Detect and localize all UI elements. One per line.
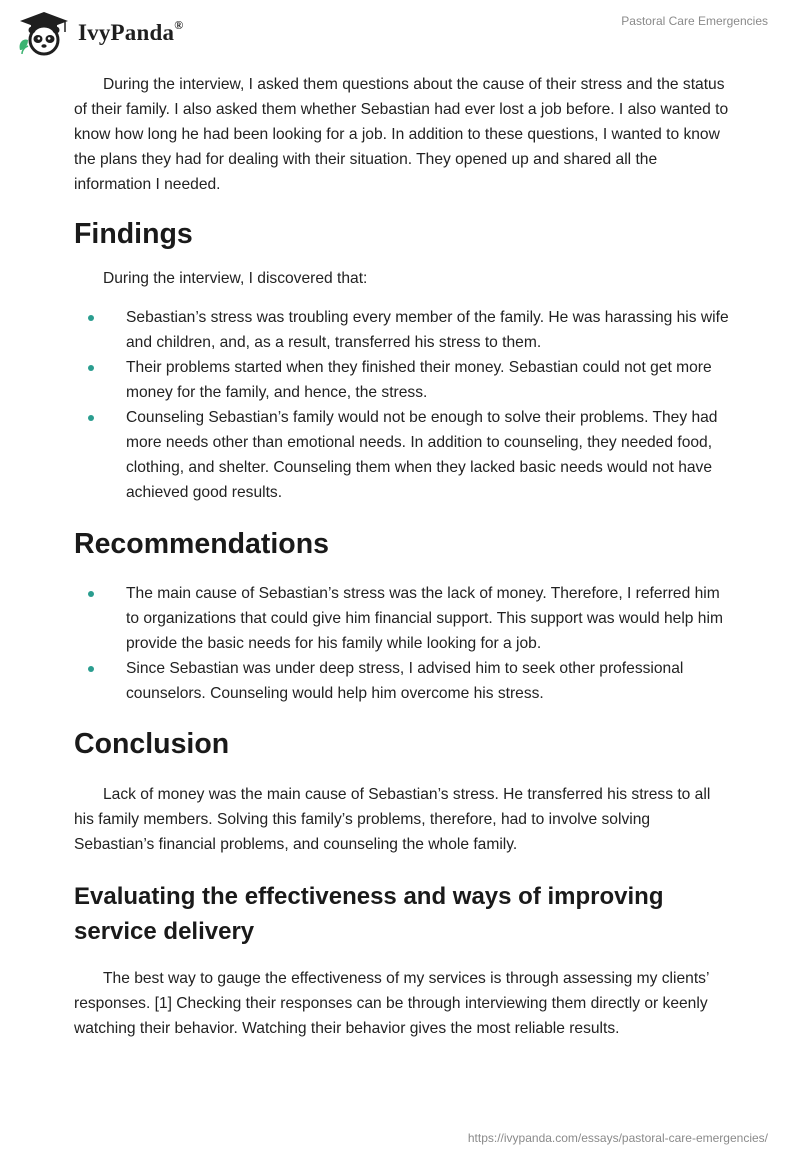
findings-list xyxy=(74,305,734,505)
brand-name: IvyPanda® xyxy=(78,18,184,45)
document-title: Pastoral Care Emergencies xyxy=(621,14,768,28)
source-url-link[interactable]: https://ivypanda.com/essays/pastoral-care-emergencies/ xyxy=(467,1131,768,1145)
recommendations-list xyxy=(74,581,734,706)
findings-lead: During the interview, I discovered that: xyxy=(103,270,368,287)
panda-graduate-icon xyxy=(16,10,72,56)
evaluation-heading: Evaluating the effectiveness and ways of improving service delivery xyxy=(74,883,664,945)
findings-heading: Findings xyxy=(74,218,193,250)
intro-paragraph: During the interview, I asked them questions about the cause of their stress and the status of their family. I also asked them whether Sebastian had ever lost a job before. I also wanted to know how long he had been looking for a job. In addition to these questions, I wanted to know the plans they had for dealing with their situation. They opened up and shared all the information I needed. xyxy=(74,76,729,193)
list-item: Their problems started when they finished their money. Sebastian could not get more money for the family, and hence, the stress. xyxy=(74,355,734,405)
bullet-icon xyxy=(88,666,94,672)
bullet-icon xyxy=(88,415,94,421)
list-item: Sebastian’s stress was troubling every member of the family. He was harassing his wife and children, and, as a result, transferred his stress to them. xyxy=(74,305,734,355)
bullet-icon xyxy=(88,365,94,371)
bullet-icon xyxy=(88,591,94,597)
bullet-icon xyxy=(88,315,94,321)
list-item: Counseling Sebastian’s family would not be enough to solve their problems. They had more needs other than emotional needs. In addition to counseling, they needed food, clothing, and shelter. Counseling them when they lacked basic needs would not have achieved good results. xyxy=(74,405,734,505)
ivypanda-logo[interactable] xyxy=(16,10,183,56)
list-item: The main cause of Sebastian’s stress was the lack of money. Therefore, I referred him to organizations that could give him financial support. This support was would help him provide the basic needs for his family while looking for a job. xyxy=(74,581,734,656)
conclusion-heading: Conclusion xyxy=(74,728,230,760)
evaluation-paragraph: The best way to gauge the effectiveness of my services is through assessing my clients’ responses. [1] Checking their responses can be through interviewing them directly or keenly watching their behavior. Watching their behavior gives the most reliable results. xyxy=(74,970,709,1037)
list-item: Since Sebastian was under deep stress, I advised him to seek other professional counselors. Counseling would help him overcome his stress. xyxy=(74,656,734,706)
page-header xyxy=(0,0,800,70)
recommendations-heading: Recommendations xyxy=(74,528,329,560)
essay-content xyxy=(74,72,734,1041)
conclusion-paragraph: Lack of money was the main cause of Sebastian’s stress. He transferred his stress to all his family members. Solving this family’s problems, therefore, had to involve solving Sebastian’s financial problems, and counseling the whole family. xyxy=(74,786,711,853)
